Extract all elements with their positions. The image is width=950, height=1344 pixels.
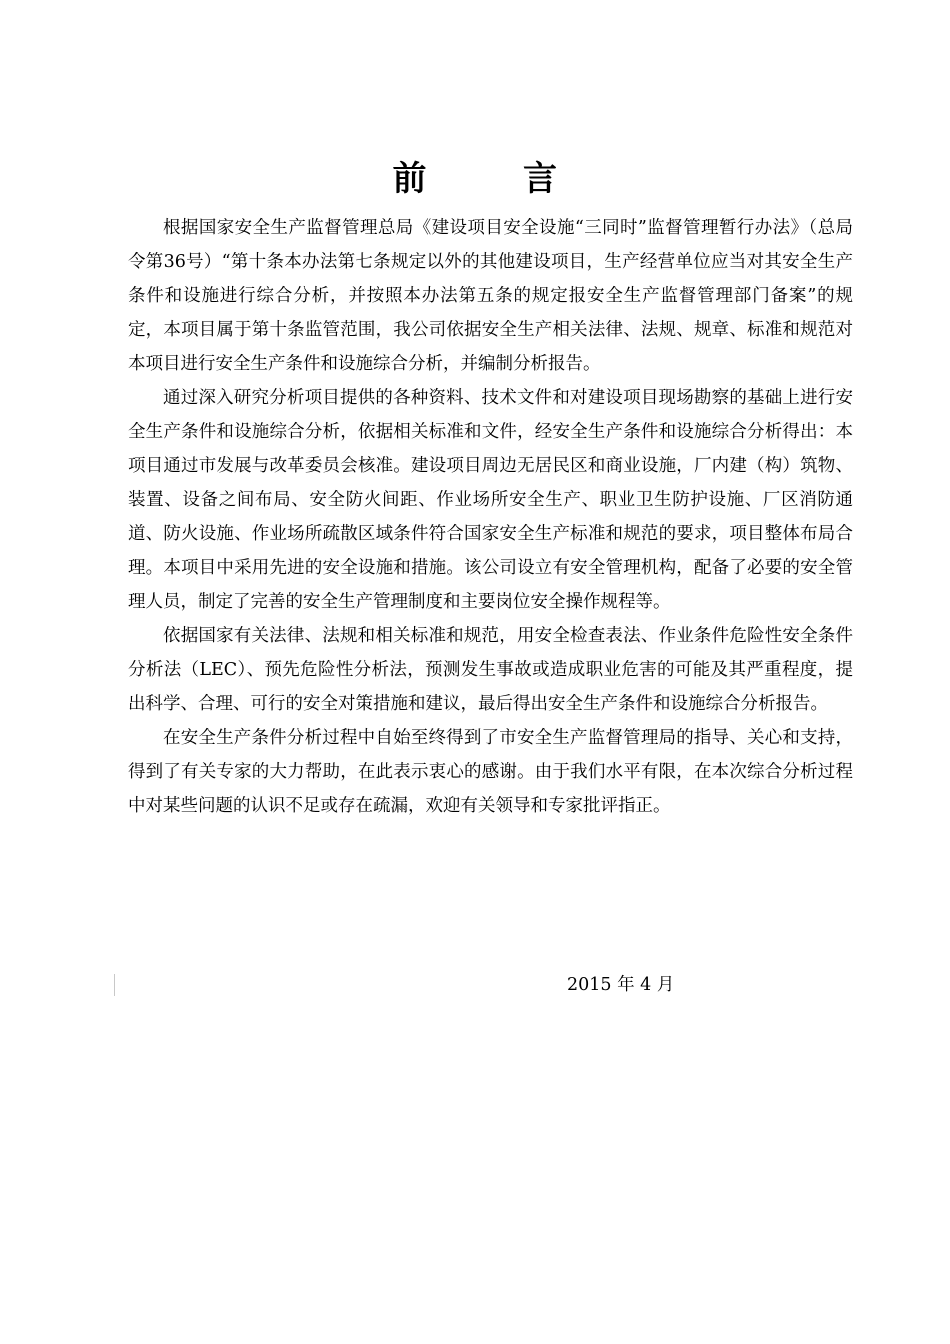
margin-marker: [114, 974, 115, 996]
paragraph-3: 依据国家有关法律、法规和相关标准和规范，用安全检查表法、作业条件危险性安全条件分析法（LEC）、预先危险性分析法，预测发生事故或造成职业危害的可能及其严重程度，提出科学、合理、可行的安全对策措施和建议，最后得出安全生产条件和设施综合分析报告。: [128, 626, 853, 714]
preface-body: [128, 211, 853, 823]
paragraph-1: 根据国家安全生产监督管理总局《建设项目安全设施“三同时”监督管理暂行办法》（总局令第36号）“第十条本办法第七条规定以外的其他建设项目，生产经营单位应当对其安全生产条件和设施进行综合分析，并按照本办法第五条的规定报安全生产监督管理部门备案”的规定，本项目属于第十条监管范围，我公司依据安全生产相关法律、法规、规章、标准和规范对本项目进行安全生产条件和设施综合分析，并编制分析报告。: [128, 218, 853, 374]
page-title: [0, 155, 950, 203]
document-date: 2015 年 4 月: [567, 975, 675, 995]
title-char-1: 前: [392, 159, 427, 199]
title-char-2: 言: [523, 159, 558, 199]
paragraph-2: 通过深入研究分析项目提供的各种资料、技术文件和对建设项目现场勘察的基础上进行安全生产条件和设施综合分析，依据相关标准和文件，经安全生产条件和设施综合分析得出：本项目通过市发展与改革委员会核准。建设项目周边无居民区和商业设施，厂内建（构）筑物、装置、设备之间布局、安全防火间距、作业场所安全生产、职业卫生防护设施、厂区消防通道、防火设施、作业场所疏散区域条件符合国家安全生产标准和规范的要求，项目整体布局合理。本项目中采用先进的安全设施和措施。该公司设立有安全管理机构，配备了必要的安全管理人员，制定了完善的安全生产管理制度和主要岗位安全操作规程等。: [128, 388, 853, 612]
paragraph-4: 在安全生产条件分析过程中自始至终得到了市安全生产监督管理局的指导、关心和支持，得到了有关专家的大力帮助，在此表示衷心的感谢。由于我们水平有限，在本次综合分析过程中对某些问题的认识不足或存在疏漏，欢迎有关领导和专家批评指正。: [128, 728, 853, 816]
